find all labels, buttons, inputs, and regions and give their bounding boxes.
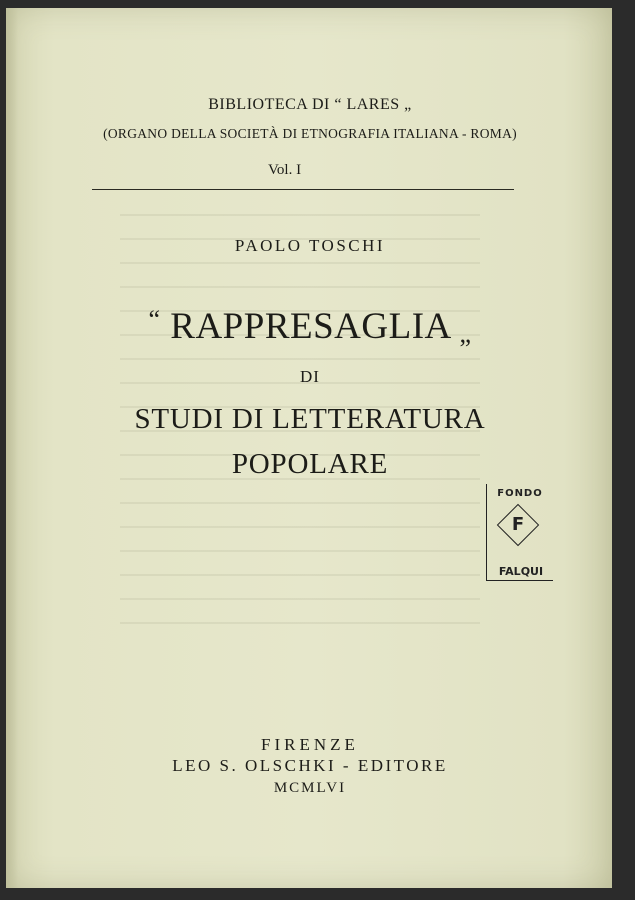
author-name: PAOLO TOSCHI <box>234 236 386 255</box>
imprint-city: FIRENZE <box>261 735 359 754</box>
series-organ: (ORGANO DELLA SOCIETÀ DI ETNOGRAFIA ITALIANA - ROMA) <box>103 126 517 141</box>
subtitle-line-2: POPOLARE <box>231 448 389 480</box>
title-main: RAPPRESAGLIA <box>170 306 450 347</box>
stamp-letter: F <box>511 514 525 535</box>
title-connector: DI <box>300 367 320 386</box>
stamp-top-text: FONDO <box>497 488 543 499</box>
title-open-quote: “ <box>148 305 161 334</box>
library-stamp <box>486 484 553 581</box>
book-title <box>0 305 620 349</box>
divider-rule <box>92 189 514 190</box>
series-title: BIBLIOTECA DI “ LARES „ <box>208 96 412 113</box>
title-close-quote: „ <box>459 319 472 348</box>
imprint-year: MCMLVI <box>273 780 347 796</box>
subtitle-line-1: STUDI DI LETTERATURA <box>134 403 486 435</box>
stamp-bottom-text: FALQUI <box>498 565 544 578</box>
imprint-publisher: LEO S. OLSCHKI - EDITORE <box>172 756 448 775</box>
volume-number: Vol. I <box>268 162 302 178</box>
